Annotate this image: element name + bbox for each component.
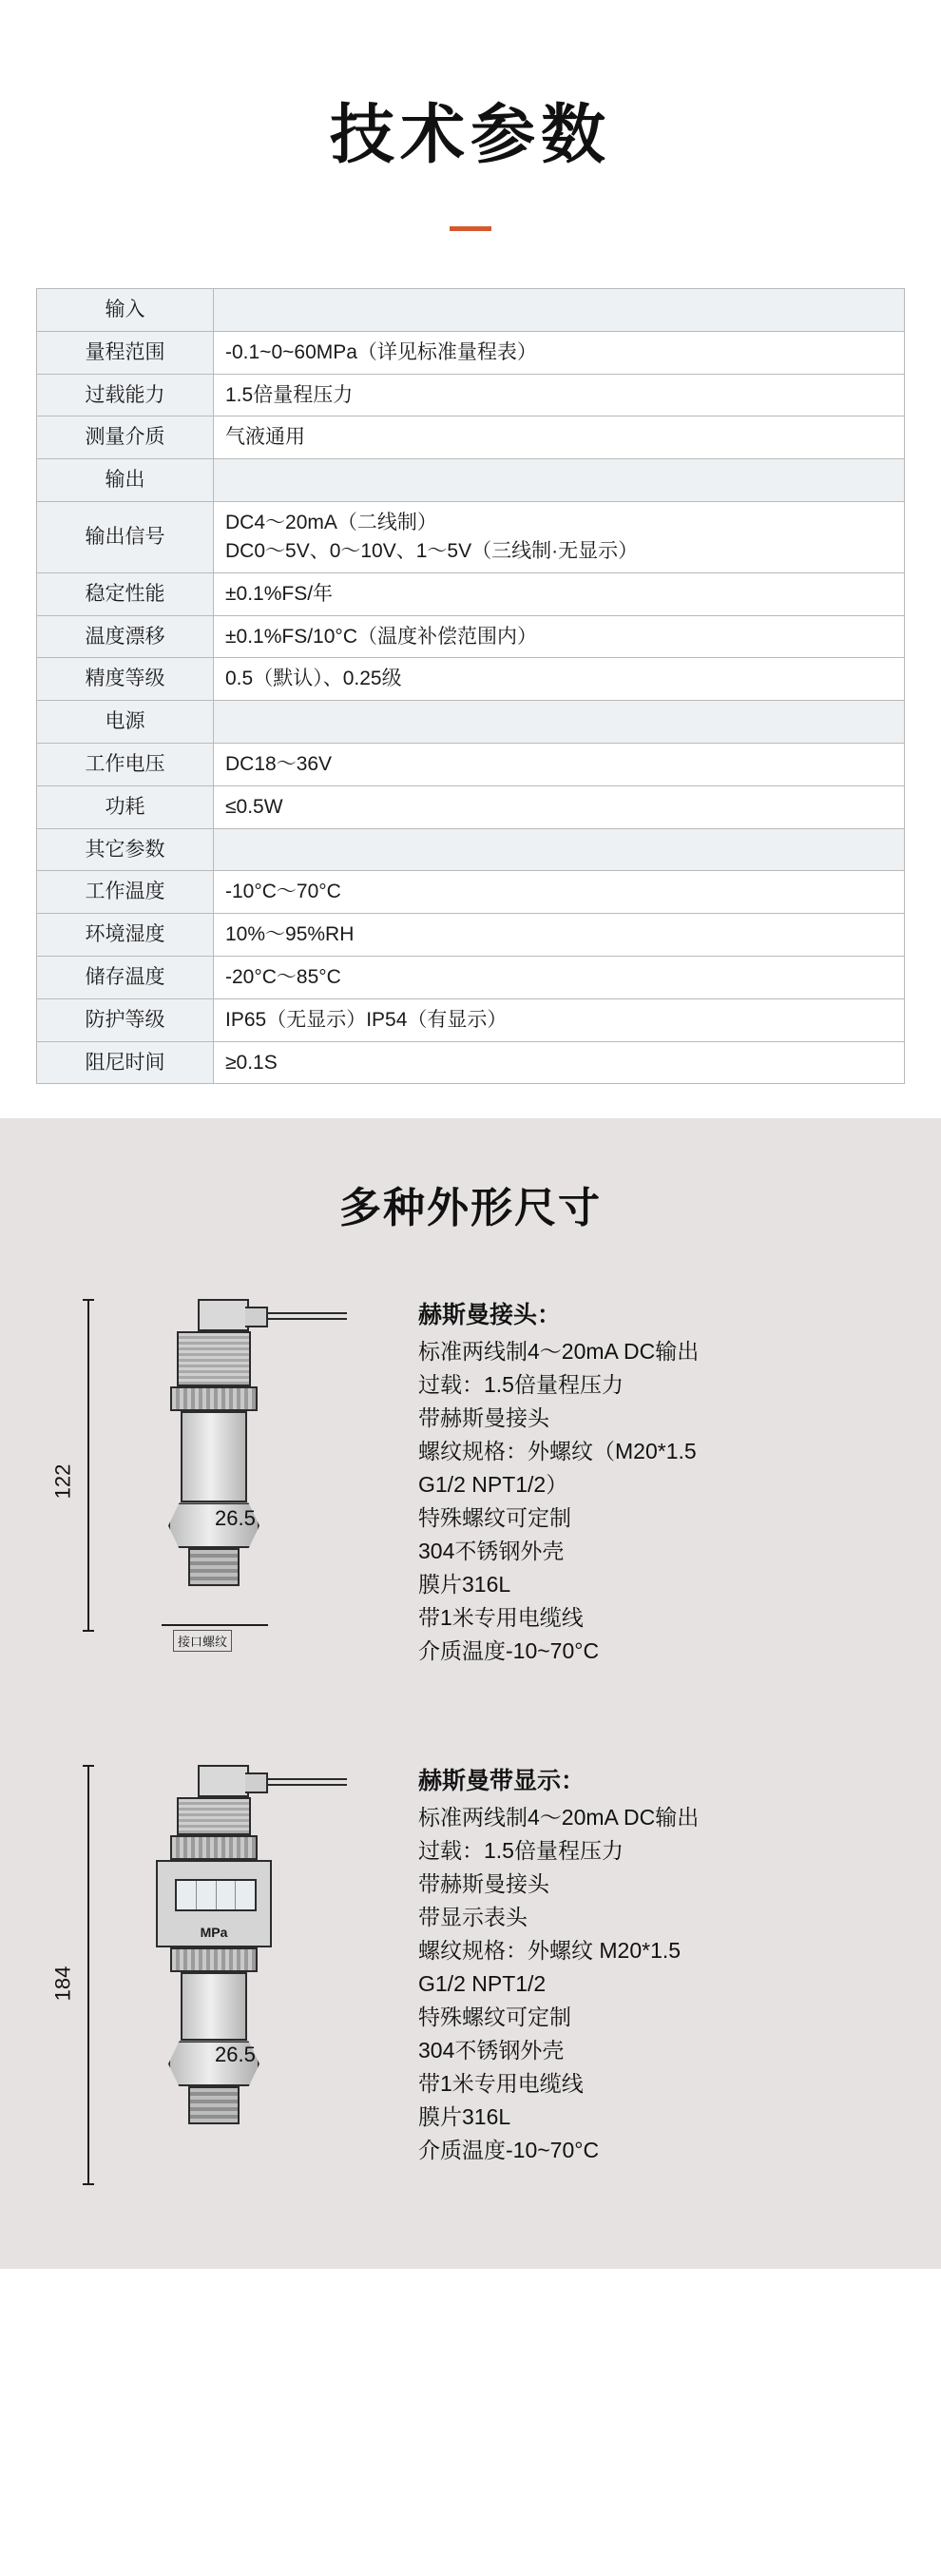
product-description-heading-1: 赫斯曼接头： [418, 1302, 562, 1329]
thread-dimension-line-1 [162, 1624, 268, 1626]
spec-label-cell: 量程范围 [37, 331, 214, 374]
spec-label-cell: 防护等级 [37, 998, 214, 1041]
spec-value-cell: ≤0.5W [214, 785, 905, 828]
product-description-lines-2 [418, 1801, 912, 2166]
spec-value-cell: ±0.1%FS/10°C（温度补偿范围内） [214, 615, 905, 658]
spec-value-cell: 1.5倍量程压力 [214, 374, 905, 416]
table-row [37, 785, 905, 828]
transmitter-drawing-2 [143, 1765, 285, 2124]
product-figure-2 [29, 1755, 409, 2231]
ribbed-cap-2 [177, 1797, 251, 1835]
display-digit [197, 1881, 217, 1909]
spec-value-cell: 10%～95%RH [214, 914, 905, 957]
page-title: 技术参数 [329, 99, 611, 171]
table-row [37, 459, 905, 502]
table-row [37, 998, 905, 1041]
product-description-line: 标准两线制4～20mA DC输出 [418, 1339, 700, 1365]
spec-value-cell [214, 701, 905, 744]
width-dimension-label-2: 26.5 [215, 2043, 256, 2067]
spec-value-cell: -10°C～70°C [214, 871, 905, 914]
table-row [37, 871, 905, 914]
product-description-line: 膜片316L [418, 2104, 511, 2130]
spec-label-cell: 阻尼时间 [37, 1041, 214, 1084]
spec-table-wrapper [0, 231, 941, 1084]
body-tube-1 [181, 1411, 247, 1502]
product-description-line: 304不锈钢外壳 [418, 2038, 565, 2063]
knurled-ring-1 [170, 1386, 258, 1411]
spec-label-cell: 工作温度 [37, 871, 214, 914]
spec-label-cell: 输出 [37, 459, 214, 502]
product-description-line: 带1米专用电缆线 [418, 1605, 584, 1631]
spec-label-cell: 测量介质 [37, 416, 214, 459]
product-description-line: 介质温度-10~70°C [418, 1638, 600, 1664]
height-dimension-line-1 [87, 1299, 89, 1632]
spec-value-cell: 0.5（默认）、0.25级 [214, 658, 905, 701]
table-row [37, 572, 905, 615]
spec-label-cell: 稳定性能 [37, 572, 214, 615]
spec-label-cell: 储存温度 [37, 957, 214, 999]
technical-parameters-section [0, 0, 941, 1084]
dimensions-section [0, 1118, 941, 2269]
thread-note-1: 接口螺纹 [173, 1630, 232, 1652]
display-digit [217, 1881, 237, 1909]
table-row [37, 502, 905, 573]
product-description-line: 304不锈钢外壳 [418, 1539, 565, 1564]
spec-value-cell: IP65（无显示）IP54（有显示） [214, 998, 905, 1041]
width-dimension-label-1: 26.5 [215, 1506, 256, 1531]
product-description-heading-2: 赫斯曼带显示： [418, 1768, 586, 1795]
display-digit [177, 1881, 197, 1909]
product-description-line: 过载：1.5倍量程压力 [418, 1838, 624, 1864]
spec-value-cell: 气液通用 [214, 416, 905, 459]
product-description-line: 特殊螺纹可定制 [418, 2005, 571, 2030]
display-digits-2 [175, 1879, 257, 1911]
table-row [37, 701, 905, 744]
hirschmann-connector-2 [198, 1765, 249, 1797]
product-description-line: 介质温度-10~70°C [418, 2137, 600, 2162]
spec-value-cell [214, 289, 905, 332]
ribbed-cap-1 [177, 1331, 251, 1386]
spec-label-cell: 工作电压 [37, 743, 214, 785]
product-description-2 [409, 1755, 912, 2166]
spec-label-cell: 温度漂移 [37, 615, 214, 658]
product-figure-1 [29, 1289, 409, 1689]
product-description-lines-1 [418, 1335, 912, 1668]
product-description-line: 带1米专用电缆线 [418, 2071, 584, 2097]
table-row [37, 828, 905, 871]
knurled-ring-lower-2 [170, 1947, 258, 1972]
spec-label-cell: 过载能力 [37, 374, 214, 416]
process-thread-1 [188, 1548, 240, 1586]
table-row [37, 1041, 905, 1084]
height-dimension-label-1: 122 [50, 1463, 75, 1500]
table-row [37, 331, 905, 374]
display-head-2 [156, 1860, 272, 1947]
product-description-line: 过载：1.5倍量程压力 [418, 1372, 624, 1398]
spec-value-cell [214, 828, 905, 871]
spec-label-cell: 输入 [37, 289, 214, 332]
product-row-hirschmann-display [0, 1689, 941, 2231]
hirschmann-connector-1 [198, 1299, 249, 1331]
table-row [37, 914, 905, 957]
product-description-line: 螺纹规格：外螺纹（M20*1.5 [418, 1439, 697, 1464]
product-description-line: 带赫斯曼接头 [418, 1405, 549, 1431]
table-row [37, 416, 905, 459]
product-description-line: 膜片316L [418, 1572, 511, 1598]
product-description-line: 带显示表头 [418, 1905, 528, 1930]
product-description-line: G1/2 NPT1/2 [418, 1971, 547, 1997]
table-row [37, 743, 905, 785]
height-dimension-label-2: 184 [50, 1966, 75, 2002]
display-unit-label-2: MPa [200, 1925, 228, 1941]
spec-value-cell: DC18～36V [214, 743, 905, 785]
table-row [37, 289, 905, 332]
spec-value-cell [214, 459, 905, 502]
product-description-line: G1/2 NPT1/2） [418, 1472, 568, 1498]
spec-value-cell: -20°C～85°C [214, 957, 905, 999]
dimensions-title: 多种外形尺寸 [339, 1185, 602, 1232]
spec-label-cell: 电源 [37, 701, 214, 744]
table-row [37, 658, 905, 701]
product-description-line: 特殊螺纹可定制 [418, 1505, 571, 1531]
height-dimension-line-2 [87, 1765, 89, 2185]
table-row [37, 615, 905, 658]
spec-label-cell: 精度等级 [37, 658, 214, 701]
table-row [37, 374, 905, 416]
spec-label-cell: 输出信号 [37, 502, 214, 573]
spec-label-cell: 环境湿度 [37, 914, 214, 957]
product-description-line: 标准两线制4～20mA DC输出 [418, 1805, 700, 1830]
spec-value-cell: ≥0.1S [214, 1041, 905, 1084]
page-title-block [0, 0, 941, 231]
transmitter-drawing-1 [143, 1299, 285, 1586]
knurled-ring-upper-2 [170, 1835, 258, 1860]
table-row [37, 957, 905, 999]
display-digit [236, 1881, 255, 1909]
product-description-1 [409, 1289, 912, 1668]
spec-value-cell: ±0.1%FS/年 [214, 572, 905, 615]
spec-value-cell: DC4～20mA（二线制） DC0～5V、0～10V、1～5V（三线制·无显示） [214, 502, 905, 573]
spec-value-cell: -0.1~0~60MPa（详见标准量程表） [214, 331, 905, 374]
spec-label-cell: 功耗 [37, 785, 214, 828]
product-description-line: 带赫斯曼接头 [418, 1871, 549, 1897]
body-tube-2 [181, 1972, 247, 2041]
process-thread-2 [188, 2086, 240, 2124]
product-description-line: 螺纹规格：外螺纹 M20*1.5 [418, 1938, 682, 1964]
spec-label-cell: 其它参数 [37, 828, 214, 871]
product-row-hirschmann [0, 1234, 941, 1689]
spec-table [36, 288, 905, 1084]
